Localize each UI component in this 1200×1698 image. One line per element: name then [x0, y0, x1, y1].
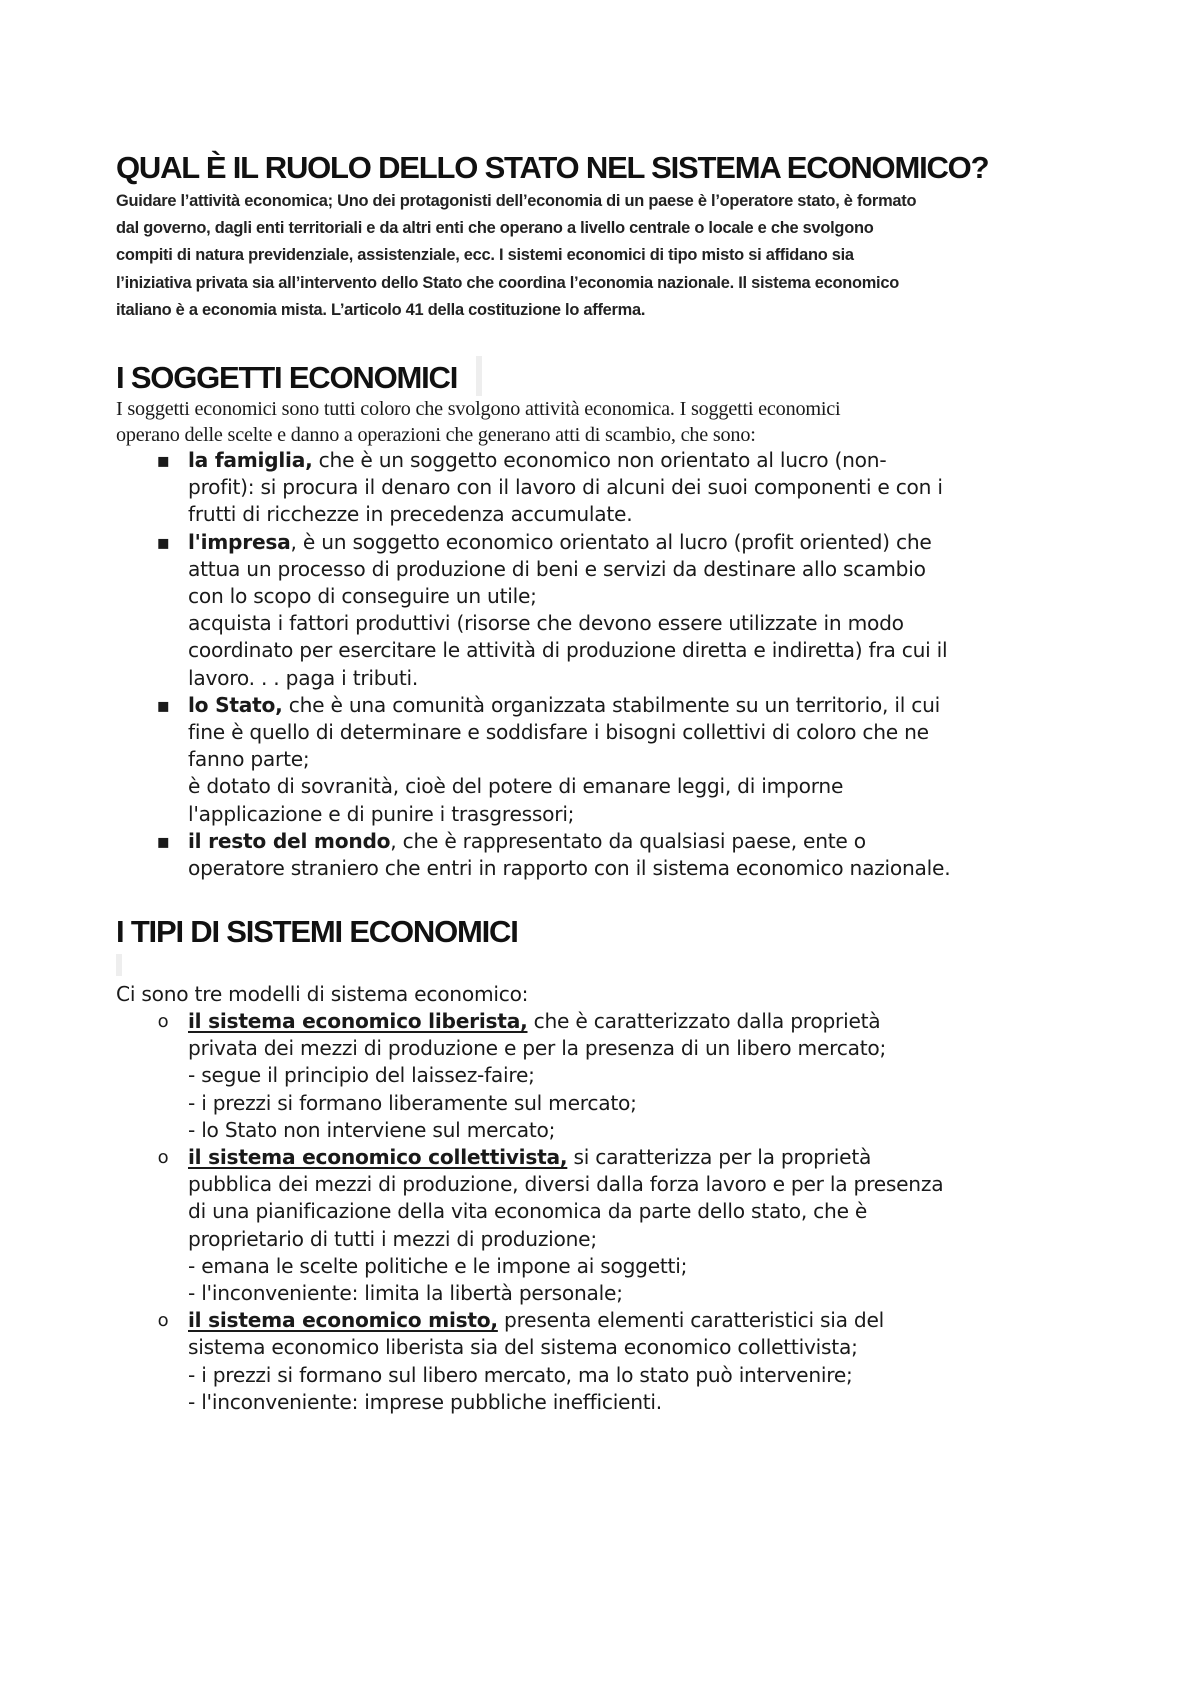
circle-bullet-icon: o: [157, 1011, 169, 1032]
text-line: operatore straniero che entri in rapporto con il sistema economico nazionale.: [188, 856, 951, 881]
text-line: - i prezzi si formano liberamente sul mercato;: [188, 1090, 637, 1115]
text-line: lavoro. . . paga i tributi.: [188, 665, 419, 690]
text-line: italiano è a economia mista. L’articolo 41 della costituzione lo afferma.: [116, 300, 646, 319]
list-item: [116, 447, 1116, 529]
text-line: operano delle scelte e danno a operazioni che generano atti di scambio, che sono:: [116, 424, 756, 446]
list-item: [116, 692, 1116, 828]
item-term: lo Stato,: [188, 692, 283, 717]
text-line: l'applicazione e di punire i trasgressori;: [188, 801, 575, 826]
text-line: fine è quello di determinare e soddisfare i bisogni collettivi di coloro che ne: [188, 720, 929, 745]
text-line: l’iniziativa privata sia all’intervento dello Stato che coordina l’economia nazionale. Il sistema economico: [116, 273, 899, 292]
section-heading: QUAL È IL RUOLO DELLO STATO NEL SISTEMA ECONOMICO?: [116, 150, 989, 185]
square-bullet-icon: [153, 828, 173, 858]
selection-mark: [476, 356, 482, 396]
circle-bullet-icon: o: [157, 1147, 169, 1169]
section-heading: I TIPI DI SISTEMI ECONOMICI: [116, 914, 518, 949]
text-line: dal governo, dagli enti territoriali e da altri enti che operano a livello centrale o locale e che svolgono: [116, 219, 874, 238]
text-line: coordinato per esercitare le attività di produzione diretta e indiretta) fra cui il: [188, 638, 948, 663]
list-item: [116, 828, 1116, 882]
paragraph: [116, 396, 1096, 448]
text-line: sistema economico liberista sia del sistema economico collettivista;: [188, 1335, 858, 1360]
bullet-list: [116, 447, 1116, 882]
text-line: compiti di natura previdenziale, assistenziale, ecc. I sistemi economici di tipo misto si affidano sia: [116, 246, 854, 265]
list-item: [116, 1008, 1116, 1144]
text-line: - segue il principio del laissez-faire;: [188, 1063, 535, 1088]
text-line: fanno parte;: [188, 747, 310, 772]
text-line: di una pianificazione della vita economica da parte dello stato, che è: [188, 1199, 868, 1224]
square-bullet-icon: [153, 529, 173, 559]
item-term: il sistema economico liberista,: [188, 1009, 528, 1033]
selection-mark: [116, 954, 122, 976]
text-line: - l'inconveniente: limita la libertà personale;: [188, 1281, 623, 1306]
text-line: Guidare l’attività economica; Uno dei protagonisti dell’economia di un paese è l’operatore stato, è formato: [116, 192, 917, 210]
text-line: attua un processo di produzione di beni e servizi da destinare allo scambio: [188, 556, 926, 581]
text-line: privata dei mezzi di produzione e per la presenza di un libero mercato;: [188, 1036, 887, 1061]
paragraph: Ci sono tre modelli di sistema economico:: [116, 982, 529, 1006]
paragraph: [116, 188, 1086, 324]
text-line: - lo Stato non interviene sul mercato;: [188, 1117, 556, 1142]
list-item: [116, 1307, 1116, 1416]
text-line: proprietario di tutti i mezzi di produzione;: [188, 1226, 597, 1251]
item-term: il sistema economico misto,: [188, 1308, 498, 1333]
text-line: che è una comunità organizzata stabilmente su un territorio, il cui: [282, 692, 940, 717]
section-heading: I SOGGETTI ECONOMICI: [116, 360, 458, 395]
text-line: , è un soggetto economico orientato al lucro (profit oriented) che: [290, 529, 932, 554]
text-line: - i prezzi si formano sul libero mercato, ma lo stato può intervenire;: [188, 1362, 853, 1387]
text-line: , che è rappresentato da qualsiasi paese, ente o: [390, 828, 866, 853]
text-line: si caratterizza per la proprietà: [567, 1145, 872, 1170]
square-bullet-icon: [153, 447, 173, 477]
text-line: I soggetti economici sono tutti coloro che svolgono attività economica. I soggetti economici: [116, 398, 841, 420]
text-line: profit): si procura il denaro con il lavoro di alcuni dei suoi componenti e con i: [188, 475, 943, 500]
text-line: - emana le scelte politiche e le impone ai soggetti;: [188, 1253, 688, 1278]
item-term: l'impresa: [188, 529, 291, 554]
bullet-list: [116, 1008, 1116, 1416]
text-line: che è un soggetto economico non orientato al lucro (non-: [312, 448, 887, 472]
square-bullet-icon: [153, 692, 173, 722]
item-term: il sistema economico collettivista,: [188, 1145, 568, 1170]
list-item: [116, 529, 1116, 692]
text-line: acquista i fattori produttivi (risorse che devono essere utilizzate in modo: [188, 611, 904, 636]
text-line: - l'inconveniente: imprese pubbliche inefficienti.: [188, 1389, 662, 1414]
text-line: che è caratterizzato dalla proprietà: [527, 1009, 881, 1033]
list-item: [116, 1144, 1116, 1307]
item-term: il resto del mondo: [188, 828, 391, 853]
circle-bullet-icon: o: [157, 1310, 169, 1332]
item-term: la famiglia,: [188, 448, 313, 472]
text-line: è dotato di sovranità, cioè del potere di emanare leggi, di imporne: [188, 774, 844, 799]
text-line: frutti di ricchezze in precedenza accumulate.: [188, 502, 633, 527]
text-line: pubblica dei mezzi di produzione, diversi dalla forza lavoro e per la presenza: [188, 1172, 944, 1197]
text-line: con lo scopo di conseguire un utile;: [188, 584, 537, 609]
text-line: presenta elementi caratteristici sia del: [497, 1308, 885, 1333]
